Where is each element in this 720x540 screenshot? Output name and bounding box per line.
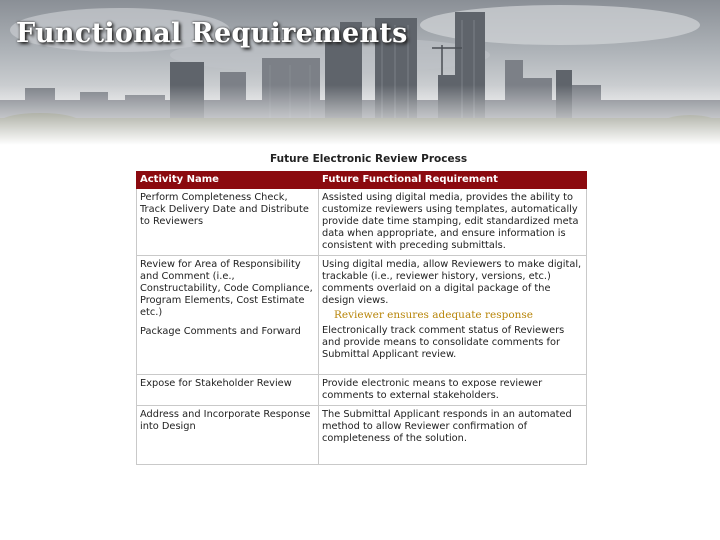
activity-text: Review for Area of Responsibility and Comment (i.e., Constructability, Code Compliance, Program Elements, Cost Estimate etc.) xyxy=(140,259,313,318)
requirement-cell: Assisted using digital media, provides the ability to customize reviewers using templates, automatically provide date time stamping, edit standardized meta data when appropriate, and ensure information is consistent with preceding submittals. xyxy=(319,189,587,256)
table-row xyxy=(137,375,587,406)
activity-text: Package Comments and Forward xyxy=(140,326,301,337)
requirement-cell: Provide electronic means to expose reviewer comments to external stakeholders. xyxy=(319,375,587,406)
table-caption: Future Electronic Review Process xyxy=(270,153,468,165)
activity-cell: Address and Incorporate Response into Design xyxy=(137,406,319,465)
table-header-row xyxy=(137,172,587,189)
slide-title: Functional Requirements xyxy=(16,18,408,49)
requirement-cell: The Submittal Applicant responds in an automated method to allow Reviewer confirmation of completeness of the solution. xyxy=(319,406,587,465)
skyline-banner xyxy=(0,0,720,145)
requirement-text: Using digital media, allow Reviewers to make digital, trackable (i.e., reviewer history, versions, etc.) comments overlaid on a digital package of the design views. xyxy=(322,259,582,306)
activity-cell: Expose for Stakeholder Review xyxy=(137,375,319,406)
requirement-text: Electronically track comment status of Reviewers and provide means to consolidate comments for Submittal Applicant review. xyxy=(322,325,565,360)
activity-cell: Perform Completeness Check, Track Delivery Date and Distribute to Reviewers xyxy=(137,189,319,256)
review-callout: Reviewer ensures adequate response xyxy=(334,309,534,321)
column-header-future-requirement: Future Functional Requirement xyxy=(319,172,587,189)
table-row xyxy=(137,406,587,465)
column-header-activity-name: Activity Name xyxy=(137,172,319,189)
activity-cell xyxy=(137,256,319,375)
table-row xyxy=(137,189,587,256)
